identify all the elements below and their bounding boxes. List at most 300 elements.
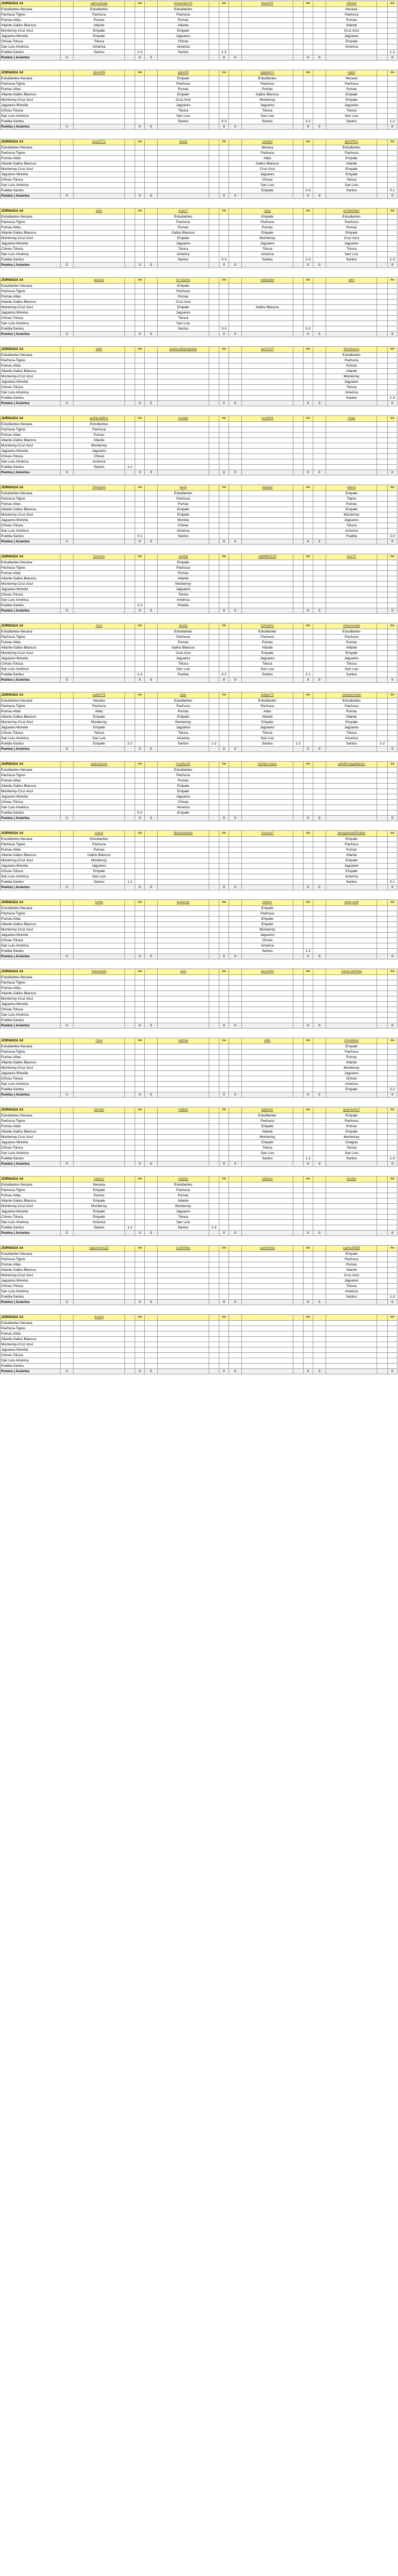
user-name-link[interactable] xyxy=(158,1315,209,1321)
user-name-link[interactable]: tombo xyxy=(326,1177,377,1182)
match-row xyxy=(1,598,397,603)
hits-cell xyxy=(303,565,313,571)
hits-cell xyxy=(303,28,313,34)
hits-value: 0 xyxy=(387,1300,397,1305)
match-row xyxy=(1,582,397,587)
match-row xyxy=(1,433,397,438)
pick-cell: Jaguares xyxy=(242,172,293,177)
score-cell xyxy=(124,1018,135,1023)
user-name-link[interactable] xyxy=(242,1315,293,1321)
user-name-link[interactable]: sancudoaa xyxy=(73,1,124,7)
user-name-link[interactable]: pirelo xyxy=(158,623,209,629)
spacer-cell xyxy=(313,1049,326,1055)
score-cell xyxy=(293,390,303,396)
score-cell xyxy=(209,1002,219,1007)
hits-cell xyxy=(303,778,313,784)
score-cell xyxy=(209,92,219,98)
header-spacer xyxy=(145,416,158,422)
pick-cell xyxy=(158,438,209,443)
points-value: 0 xyxy=(61,1369,73,1374)
pick-cell xyxy=(73,1012,124,1018)
hits-cell xyxy=(303,725,313,731)
match-row xyxy=(1,44,397,50)
user-name-link[interactable]: ferrancers xyxy=(326,347,377,353)
spacer-cell xyxy=(145,12,158,18)
spacer-cell xyxy=(229,1119,242,1124)
hits-cell xyxy=(387,629,397,635)
spacer-cell xyxy=(229,1018,242,1023)
jornada-title: JORNADA 14 xyxy=(1,693,61,698)
spacer-cell xyxy=(61,443,73,449)
spacer-cell xyxy=(124,816,135,821)
jornada-block xyxy=(0,761,398,821)
user-name-link[interactable]: vang-vantista xyxy=(326,969,377,975)
score-cell xyxy=(124,837,135,842)
match-label: Atlante-Gallos Blancos xyxy=(1,1198,61,1204)
score-cell xyxy=(293,241,303,247)
pick-cell xyxy=(73,656,124,661)
spacer-cell xyxy=(242,747,293,752)
user-name-link[interactable]: rotteno xyxy=(242,1177,293,1182)
hits-value: 0 xyxy=(219,1162,229,1167)
pick-cell: San Luis xyxy=(326,183,377,188)
spacer-cell xyxy=(313,1342,326,1347)
pick-cell: Estudiantes xyxy=(158,491,209,496)
hits-cell xyxy=(219,1124,229,1129)
spacer-cell xyxy=(313,528,326,534)
pick-cell: Estudiantes xyxy=(326,353,377,358)
spacer-cell xyxy=(229,645,242,651)
hits-cell xyxy=(219,667,229,672)
spacer-cell xyxy=(229,1182,242,1188)
match-label: Puebla-Santos xyxy=(1,534,61,539)
hits-cell xyxy=(135,949,145,954)
pick-cell xyxy=(242,1071,293,1076)
hits-cell xyxy=(303,714,313,720)
spacer-cell xyxy=(313,433,326,438)
hits-value: 0 xyxy=(135,193,145,199)
user-name-link[interactable]: tludoil xyxy=(73,1315,124,1321)
match-label: San Luis-América xyxy=(1,667,61,672)
match-label: Chivas-Toluca xyxy=(1,661,61,667)
user-name-link[interactable]: luis72 xyxy=(326,554,377,560)
hits-cell xyxy=(303,1151,313,1156)
score-cell xyxy=(209,1044,219,1049)
score-cell xyxy=(293,236,303,241)
spacer-cell xyxy=(145,1294,158,1300)
user-name-link[interactable]: Jero xyxy=(73,623,124,629)
user-name-link[interactable]: zhoquim xyxy=(73,485,124,491)
pick-cell: Pachuca xyxy=(326,220,377,225)
hits-cell xyxy=(135,731,145,736)
hits-cell xyxy=(135,656,145,661)
user-name-link[interactable]: adolfomagellanes xyxy=(326,762,377,768)
pick-cell xyxy=(326,305,377,310)
score-cell xyxy=(377,390,387,396)
pick-cell: America xyxy=(326,874,377,880)
user-name-link[interactable]: carlos6359 xyxy=(326,1246,377,1252)
spacer-cell xyxy=(209,816,219,821)
score-cell xyxy=(293,1273,303,1278)
pick-cell xyxy=(73,1087,124,1092)
user-name-link[interactable]: sanchinta xyxy=(242,1246,293,1252)
match-label: Jaguares-Morelia xyxy=(1,1002,61,1007)
pick-cell: Santos xyxy=(158,1225,209,1231)
spacer-cell xyxy=(145,565,158,571)
match-row xyxy=(1,507,397,512)
match-label: Monterrey-Cruz Azul xyxy=(1,305,61,310)
score-cell xyxy=(209,156,219,161)
match-label: Monterrey-Cruz Azul xyxy=(1,1273,61,1278)
hits-value: 0 xyxy=(387,1023,397,1029)
match-label: Monterrey-Cruz Azul xyxy=(1,1342,61,1347)
hits-cell xyxy=(387,810,397,816)
pick-cell xyxy=(158,1049,209,1055)
user-name-link[interactable]: carako xyxy=(242,139,293,145)
score-cell xyxy=(209,230,219,236)
pick-cell xyxy=(73,241,124,247)
score-cell xyxy=(209,1364,219,1369)
user-name-link[interactable]: quiniculitgragebar xyxy=(158,347,209,353)
score-cell xyxy=(293,640,303,645)
hits-cell xyxy=(303,645,313,651)
hits-cell xyxy=(219,1268,229,1273)
user-name-link[interactable]: isauracito xyxy=(73,969,124,975)
user-name-link[interactable]: jgrh2001 xyxy=(326,139,377,145)
hits-value: 0 xyxy=(135,124,145,130)
score-cell xyxy=(293,1204,303,1209)
user-name-link[interactable]: chelsy xyxy=(158,1177,209,1182)
spacer-cell xyxy=(61,1119,73,1124)
hits-cell: 0-3 xyxy=(219,257,229,263)
match-row xyxy=(1,603,397,608)
hits-cell xyxy=(135,922,145,927)
user-name-link[interactable]: tu2000tic xyxy=(158,1246,209,1252)
match-label: Puebla-Santos xyxy=(1,396,61,401)
match-label: Monterrey-Cruz Azul xyxy=(1,443,61,449)
match-label: Puebla-Santos xyxy=(1,257,61,263)
spacer-cell xyxy=(61,565,73,571)
user-name-link[interactable]: kevil xyxy=(158,485,209,491)
score-cell xyxy=(209,794,219,800)
pick-cell xyxy=(242,789,293,794)
spacer-cell xyxy=(61,252,73,257)
user-name-link[interactable]: claseprestar xyxy=(326,693,377,698)
user-name-link[interactable]: acacio xyxy=(73,278,124,284)
user-name-link[interactable]: etlik xyxy=(242,1038,293,1044)
header-spacer xyxy=(377,969,387,975)
user-name-link[interactable]: petkor xyxy=(242,900,293,906)
user-name-link[interactable]: saqudoson xyxy=(73,762,124,768)
pick-cell xyxy=(242,576,293,582)
user-name-link[interactable]: julio xyxy=(73,347,124,353)
score-cell xyxy=(124,598,135,603)
user-name-link[interactable]: abogadodelDiablo xyxy=(326,831,377,837)
spacer-cell xyxy=(61,1124,73,1129)
spacer-cell xyxy=(242,954,293,959)
spacer-cell xyxy=(313,1087,326,1092)
header-spacer xyxy=(124,831,135,837)
match-label: Chivas-Toluca xyxy=(1,454,61,459)
hits-cell xyxy=(219,241,229,247)
hits-cell xyxy=(303,1066,313,1071)
header-spacer xyxy=(293,554,303,560)
user-name-link[interactable]: selmie xyxy=(158,1038,209,1044)
score-cell xyxy=(293,991,303,996)
user-name-link[interactable]: gollaruiblin1 xyxy=(73,416,124,422)
score-cell xyxy=(293,1012,303,1018)
pick-cell: Jaguares xyxy=(158,1209,209,1215)
arrow-label: => xyxy=(387,347,397,353)
user-name-link[interactable]: tooxanler10 xyxy=(158,1,209,7)
pick-cell xyxy=(158,177,209,183)
score-cell xyxy=(209,300,219,305)
user-name-link[interactable]: karvy xyxy=(326,485,377,491)
hits-cell xyxy=(387,241,397,247)
hits-cell xyxy=(135,911,145,917)
hits-cell xyxy=(387,1209,397,1215)
header-spacer xyxy=(313,416,326,422)
hits-cell xyxy=(219,23,229,28)
hits-cell xyxy=(303,18,313,23)
match-row xyxy=(1,76,397,81)
user-name-link[interactable]: pablo79 xyxy=(73,693,124,698)
spacer-cell xyxy=(61,1113,73,1119)
pick-cell xyxy=(73,252,124,257)
arrow-label: => xyxy=(135,693,145,698)
hits-cell xyxy=(219,880,229,885)
user-name-link[interactable]: elrulas xyxy=(73,1107,124,1113)
score-cell xyxy=(124,427,135,433)
user-name-link[interactable]: edgar70 xyxy=(242,693,293,698)
user-name-link[interactable]: klau xyxy=(158,693,209,698)
hits-cell xyxy=(219,1364,229,1369)
match-row xyxy=(1,731,397,736)
score-cell xyxy=(377,1273,387,1278)
header-spacer xyxy=(209,693,219,698)
score-cell xyxy=(124,358,135,363)
user-name-link[interactable]: kukas11 xyxy=(158,900,209,906)
user-name-link[interactable]: reinfia-reyes xyxy=(242,762,293,768)
spacer-cell xyxy=(61,672,73,677)
jornada-block xyxy=(0,1,398,61)
user-name-link[interactable]: savi xyxy=(158,969,209,975)
pick-cell xyxy=(242,1353,293,1358)
hits-cell xyxy=(219,1215,229,1220)
score-cell xyxy=(293,1119,303,1124)
score-cell xyxy=(209,1151,219,1156)
points-value: 0 xyxy=(145,954,158,959)
match-row xyxy=(1,1087,397,1092)
arrow-label: => xyxy=(303,209,313,214)
header-spacer xyxy=(209,969,219,975)
match-row xyxy=(1,858,397,863)
user-name-link[interactable]: alito xyxy=(73,209,124,214)
score-cell xyxy=(209,805,219,810)
spacer-cell xyxy=(145,592,158,598)
spacer-cell xyxy=(145,257,158,263)
pick-cell xyxy=(242,1076,293,1082)
user-name-link[interactable]: gato03 xyxy=(158,70,209,76)
user-name-link[interactable]: gigiperr1 xyxy=(242,70,293,76)
score-cell xyxy=(209,1220,219,1225)
user-name-link[interactable]: alre xyxy=(326,278,377,284)
pick-cell xyxy=(73,87,124,92)
user-name-link[interactable]: guerrerito7 xyxy=(326,1107,377,1113)
user-name-link[interactable]: nijaojiz xyxy=(242,485,293,491)
user-name-link[interactable]: yessirdo xyxy=(242,969,293,975)
user-name-link[interactable]: sentig xyxy=(158,554,209,560)
spacer-cell xyxy=(145,725,158,731)
user-name-link[interactable]: fufrutero xyxy=(242,623,293,629)
score-cell xyxy=(293,1337,303,1342)
user-name-link[interactable]: turtle xyxy=(73,900,124,906)
pick-cell xyxy=(242,1215,293,1220)
hits-cell xyxy=(303,704,313,709)
hits-cell xyxy=(135,1044,145,1049)
arrow-label: => xyxy=(219,1107,229,1113)
hits-value: 0 xyxy=(303,401,313,406)
match-label: Atlante-Gallos Blancos xyxy=(1,853,61,858)
pick-cell xyxy=(242,1012,293,1018)
jornada-block xyxy=(0,969,398,1029)
user-name-link[interactable] xyxy=(326,1315,377,1321)
user-name-link[interactable]: laguneros22 xyxy=(73,1246,124,1252)
spacer-cell xyxy=(209,263,219,268)
user-name-link[interactable]: evan7 xyxy=(158,209,209,214)
pick-cell xyxy=(242,379,293,385)
spacer-cell xyxy=(145,661,158,667)
score-cell xyxy=(124,12,135,18)
user-name-link[interactable]: titan007 xyxy=(242,1,293,7)
points-value: 0 xyxy=(61,1023,73,1029)
pick-cell: Empate xyxy=(326,1044,377,1049)
hits-value: 0 xyxy=(387,1369,397,1374)
user-name-link[interactable]: ralph xyxy=(326,70,377,76)
spacer-cell xyxy=(61,1342,73,1347)
user-name-link[interactable]: robbin xyxy=(158,1107,209,1113)
hits-cell xyxy=(135,220,145,225)
user-name-link[interactable]: jalberto xyxy=(242,1107,293,1113)
user-name-link[interactable]: gm2107 xyxy=(242,347,293,353)
pick-cell: Pumas xyxy=(326,225,377,230)
spacer-cell xyxy=(145,975,158,980)
pick-cell: Pumas xyxy=(73,1193,124,1198)
match-label: Monterrey-Cruz Azul xyxy=(1,374,61,379)
match-label: Chivas-Toluca xyxy=(1,39,61,44)
score-cell xyxy=(293,459,303,465)
score-cell xyxy=(209,661,219,667)
user-name-link[interactable]: oliver95 xyxy=(73,70,124,76)
user-name-link[interactable]: ana3721 xyxy=(73,139,124,145)
score-cell xyxy=(209,922,219,927)
pick-cell xyxy=(73,98,124,103)
user-name-link[interactable]: el mismo xyxy=(158,278,209,284)
hits-cell xyxy=(135,177,145,183)
match-row xyxy=(1,81,397,87)
spacer-cell xyxy=(145,927,158,933)
match-row xyxy=(1,326,397,332)
hits-cell xyxy=(219,358,229,363)
user-name-link[interactable]: raza xyxy=(242,209,293,214)
spacer-cell xyxy=(229,156,242,161)
match-row xyxy=(1,880,397,885)
spacer-cell xyxy=(145,980,158,986)
spacer-cell xyxy=(313,741,326,747)
score-cell xyxy=(293,1326,303,1331)
user-name-link[interactable]: isoakti xyxy=(158,416,209,422)
hits-cell: 0-2 xyxy=(303,119,313,124)
pick-cell: Santos xyxy=(326,257,377,263)
user-name-link[interactable]: dark-wolf xyxy=(326,900,377,906)
score-cell xyxy=(209,943,219,949)
user-name-link[interactable]: chivaldez xyxy=(326,1038,377,1044)
hits-cell xyxy=(135,1326,145,1331)
hits-cell: 1-3 xyxy=(387,1156,397,1162)
header-spacer xyxy=(61,1,73,7)
score-cell xyxy=(377,300,387,305)
score-cell xyxy=(293,23,303,28)
match-label: Pachuca-Tigres xyxy=(1,911,61,917)
user-name-link[interactable]: mececuela xyxy=(326,623,377,629)
spacer-cell xyxy=(229,316,242,321)
hits-cell xyxy=(303,172,313,177)
user-name-link[interactable]: silvere xyxy=(326,1,377,7)
pick-cell xyxy=(242,284,293,289)
user-name-link[interactable]: chau xyxy=(326,416,377,422)
score-cell xyxy=(209,145,219,151)
user-name-link[interactable]: preloso xyxy=(73,554,124,560)
pick-cell xyxy=(73,76,124,81)
score-cell xyxy=(124,87,135,92)
user-name-link[interactable]: chuuin0 xyxy=(242,831,293,837)
hits-value: 0 xyxy=(219,1092,229,1098)
score-cell xyxy=(377,800,387,805)
jornada-table xyxy=(0,899,397,959)
user-name-link[interactable]: dlokandrade xyxy=(158,831,209,837)
spacer-cell xyxy=(229,427,242,433)
score-cell xyxy=(293,1140,303,1145)
pick-cell: Atlante xyxy=(326,23,377,28)
user-name-link[interactable]: niedo xyxy=(158,139,209,145)
spacer-cell xyxy=(229,1188,242,1193)
pick-cell xyxy=(242,465,293,470)
pick-cell: America xyxy=(158,528,209,534)
spacer-cell xyxy=(313,773,326,778)
hits-cell xyxy=(219,731,229,736)
arrow-label: => xyxy=(303,900,313,906)
user-name-link[interactable]: valeno xyxy=(73,1177,124,1182)
user-name-link[interactable]: sfg9963100 xyxy=(242,554,293,560)
user-name-link[interactable]: roca xyxy=(73,1038,124,1044)
score-cell xyxy=(293,300,303,305)
user-name-link[interactable]: nebyrale xyxy=(242,278,293,284)
user-name-link[interactable]: reuth54 xyxy=(242,416,293,422)
pick-cell: Monterrey xyxy=(326,374,377,379)
spacer-cell xyxy=(145,1140,158,1145)
user-name-link[interactable]: mayitu25 xyxy=(158,762,209,768)
user-name-link[interactable]: profelelian xyxy=(326,209,377,214)
pick-cell: Pachuca xyxy=(73,842,124,847)
hits-cell xyxy=(219,1220,229,1225)
score-cell xyxy=(293,114,303,119)
match-label: Monterrey-Cruz Azul xyxy=(1,512,61,518)
spacer-cell xyxy=(313,1262,326,1268)
pick-cell xyxy=(326,459,377,465)
hits-cell xyxy=(219,247,229,252)
user-name-link[interactable]: mario xyxy=(73,831,124,837)
spacer-cell xyxy=(61,810,73,816)
